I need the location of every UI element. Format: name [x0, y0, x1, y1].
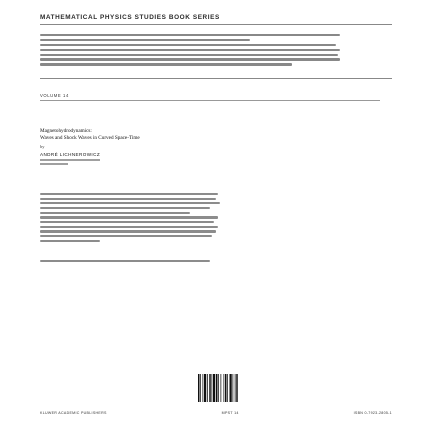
book-audience	[40, 260, 220, 262]
series-blurb	[40, 34, 392, 72]
barcode-bar	[204, 374, 206, 402]
book-author: ANDRÉ LICHNEROWICZ	[40, 151, 101, 157]
book-abstract	[40, 193, 220, 242]
barcode-bar	[212, 374, 213, 402]
barcode-bar	[203, 374, 204, 402]
barcode-bar	[216, 374, 218, 402]
barcode-bar	[235, 374, 236, 402]
barcode-bar	[230, 374, 232, 402]
barcode-bar	[227, 374, 228, 402]
isbn-number: ISBN 0-7923-2805-1	[353, 411, 392, 415]
volume-rule	[40, 100, 380, 101]
barcode-bar	[213, 374, 215, 402]
barcode-bar	[221, 374, 222, 402]
volume-label: VOLUME 14	[40, 92, 69, 98]
back-cover	[40, 14, 392, 418]
barcode-bar	[236, 374, 238, 402]
barcode-bar	[233, 374, 234, 402]
series-header: MATHEMATICAL PHYSICS STUDIES BOOK SERIES	[40, 14, 392, 25]
barcode-bar	[209, 374, 211, 402]
barcode-bar	[224, 374, 225, 402]
header-rule	[40, 78, 392, 79]
footer	[40, 411, 392, 415]
barcode-bar	[198, 374, 200, 402]
author-affiliation	[40, 159, 100, 161]
barcode-bar	[218, 374, 219, 402]
by-label: by	[40, 143, 45, 149]
series-code: MPST 14	[221, 411, 239, 415]
publisher-name: KLUWER ACADEMIC PUBLISHERS	[40, 411, 107, 415]
isbn-barcode	[197, 374, 249, 404]
author-affiliation-2	[40, 163, 68, 165]
book-subtitle: Waves and Shock Waves in Curved Space-Time	[40, 134, 140, 141]
barcode-bar	[207, 374, 208, 402]
barcode-bar	[200, 374, 201, 402]
book-title: Magnetohydrodynamics:	[40, 128, 92, 135]
book-title-block	[40, 128, 392, 165]
barcode-bar	[225, 374, 227, 402]
